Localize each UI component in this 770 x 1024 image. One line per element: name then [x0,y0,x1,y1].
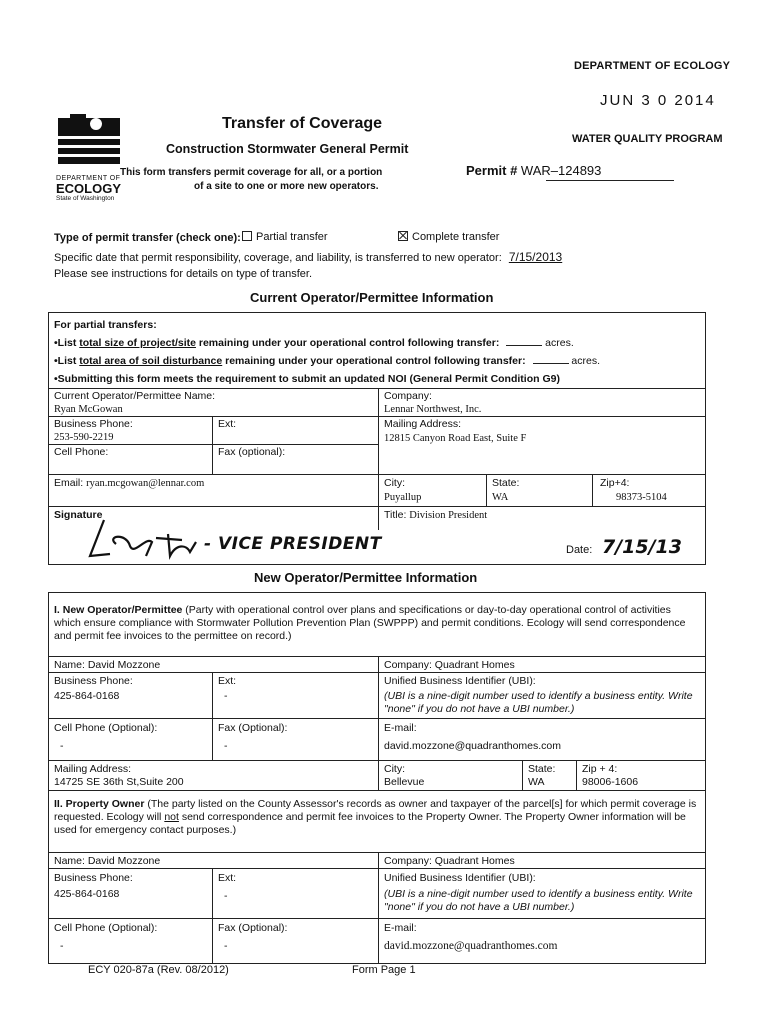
current-state-value[interactable]: WA [492,492,509,503]
new-cell-label: Cell Phone (Optional): [54,722,158,734]
current-zip-label: Zip+4: [600,477,630,489]
transfer-date-row [54,250,562,264]
new-phone-value[interactable]: 425-864-0168 [54,690,120,702]
new-email-label: E-mail: [384,722,417,734]
partial-bullet-size: •List total size of project/site remaining under your operational control following transfer: acres. [54,337,574,349]
stamp-date: JUN 3 0 2014 [600,92,716,109]
new-fax-value[interactable]: - [224,740,228,752]
current-phone-value[interactable]: 253-590-2219 [54,432,114,443]
new-ext-value[interactable]: - [224,690,228,702]
current-phone-label: Business Phone: [54,418,133,430]
property-owner-intro: II. Property Owner (The party listed on the County Assessor's records as owner and taxpayer of the parcel[s] for which permit coverage is requested. Ecology will not send correspondence and permit fee invoices to the Property Owner. The Property Owner information will be used for emergency contact purposes.) [54,798,697,836]
transfer-date-value[interactable]: 7/15/2013 [508,250,563,264]
current-name-label: Current Operator/Permittee Name: [54,390,216,402]
new-zip-label: Zip + 4: [582,763,618,775]
new-cell-value[interactable]: - [60,740,64,752]
new-state-label: State: [528,763,556,775]
owner-cell-value[interactable]: - [60,940,64,952]
current-company-value[interactable]: Lennar Northwest, Inc. [384,404,482,415]
current-title-label: Title: [384,509,410,521]
owner-name[interactable]: Name: David Mozzone [54,855,161,867]
signature-scribble [86,516,204,569]
current-date-label: Date: [566,544,593,556]
new-city-value[interactable]: Bellevue [384,776,425,788]
current-state-label: State: [492,477,520,489]
owner-cell-label: Cell Phone (Optional): [54,922,158,934]
current-name-value[interactable]: Ryan McGowan [54,404,123,415]
owner-phone-label: Business Phone: [54,872,133,884]
permit-number-field [466,163,601,178]
current-mailing-label: Mailing Address: [384,418,462,430]
partial-transfer-label: Partial transfer [256,231,328,243]
transfer-instructions: Please see instructions for details on type of transfer. [54,268,313,280]
current-cell-label: Cell Phone: [54,446,109,458]
new-section-title: New Operator/Permittee Information [254,570,478,585]
current-mailing-value[interactable]: 12815 Canyon Road East, Suite F [384,433,527,444]
footer-page: Form Page 1 [352,964,416,976]
ecology-logo-icon [56,112,128,170]
transfer-type-label: Type of permit transfer (check one): [54,232,241,244]
current-section-title: Current Operator/Permittee Information [250,290,494,305]
new-company[interactable]: Company: Quadrant Homes [384,659,515,671]
new-mailing-value[interactable]: 14725 SE 36th St,Suite 200 [54,776,184,788]
stamp-department: DEPARTMENT OF ECOLOGY [574,60,731,72]
current-ext-label: Ext: [218,418,237,430]
current-zip-value[interactable]: 98373-5104 [616,492,667,503]
permit-number: WAR–124893 [520,163,602,178]
ecology-logo [56,112,128,200]
current-company-label: Company: [384,390,432,402]
owner-email-value[interactable]: david.mozzone@quadranthomes.com [384,940,558,952]
current-title-value[interactable]: Division President [409,510,488,521]
owner-ubi-label: Unified Business Identifier (UBI): [384,872,536,884]
new-operator-intro: I. New Operator/Permittee (Party with operational control over plans and specifications or day-to-day operational control of activities which ensure compliance with Stormwater Pollution Prevention Plan (SWPPP) and permit conditions. Ecology will send correspondence and permit fee invoices to the permittee on record.) [54,604,686,642]
new-phone-label: Business Phone: [54,675,133,687]
partial-transfer-checkbox[interactable] [242,231,252,241]
new-city-label: City: [384,763,405,775]
form-title: Transfer of Coverage [222,115,383,132]
new-name[interactable]: Name: David Mozzone [54,659,161,671]
transfer-type-row [54,232,241,244]
signature-value[interactable]: - VICE PRESIDENT [204,534,382,554]
form-description-2: of a site to one or more new operators. [194,181,379,192]
current-city-label: City: [384,477,405,489]
complete-transfer-option[interactable] [398,231,499,243]
partial-transfer-option[interactable] [242,231,328,243]
current-email-row [54,477,204,490]
logo-dept-small: DEPARTMENT OF [56,175,121,182]
owner-phone-value[interactable]: 425-864-0168 [54,888,120,900]
current-title-row [384,509,487,522]
signature-label: Signature [54,509,103,521]
form-description-1: This form transfers permit coverage for all, or a portion [120,167,383,178]
current-date-value[interactable]: 7/15/13 [602,536,682,558]
complete-transfer-label: Complete transfer [412,231,500,243]
owner-ext-value[interactable]: - [224,890,228,902]
new-state-value[interactable]: WA [528,776,545,788]
current-fax-label: Fax (optional): [218,446,286,458]
partial-bullet-noi: •Submitting this form meets the requirement to submit an updated NOI (General Permit Condition G9) [54,373,560,385]
new-fax-label: Fax (Optional): [218,722,288,734]
current-email-label: Email: [54,477,84,489]
new-zip-value[interactable]: 98006-1606 [582,776,639,788]
partial-bullet-soil: •List total area of soil disturbance remaining under your operational control following transfer: acres. [54,355,601,367]
new-ext-label: Ext: [218,675,237,687]
new-ubi-label: Unified Business Identifier (UBI): [384,675,536,687]
new-ubi-note: (UBI is a nine-digit number used to identify a business entity. Write "none" if you do not have a UBI number.) [384,690,693,715]
current-email-value[interactable]: ryan.mcgowan@lennar.com [86,478,205,489]
partial-heading: For partial transfers: [54,319,157,331]
logo-state: State of Washington [56,195,115,202]
owner-ext-label: Ext: [218,872,237,884]
logo-name: ECOLOGY [56,181,122,196]
new-email-value[interactable]: david.mozzone@quadranthomes.com [384,740,562,752]
current-city-value[interactable]: Puyallup [384,492,422,503]
form-subtitle: Construction Stormwater General Permit [166,142,409,156]
permit-label: Permit # [466,163,521,178]
signature-mark-icon [86,516,204,564]
owner-ubi-note: (UBI is a nine-digit number used to identify a business entity. Write "none" if you do not have a UBI number.) [384,888,693,913]
owner-email-label: E-mail: [384,922,417,934]
complete-transfer-checkbox[interactable] [398,231,408,241]
owner-fax-label: Fax (Optional): [218,922,288,934]
transfer-date-label: Specific date that permit responsibility, coverage, and liability, is transferred to new operator: [54,252,502,264]
owner-fax-value[interactable]: - [224,940,228,952]
stamp-program: WATER QUALITY PROGRAM [572,133,723,145]
footer-form-id: ECY 020-87a (Rev. 08/2012) [88,964,229,976]
new-mailing-label: Mailing Address: [54,763,132,775]
owner-company[interactable]: Company: Quadrant Homes [384,855,515,867]
